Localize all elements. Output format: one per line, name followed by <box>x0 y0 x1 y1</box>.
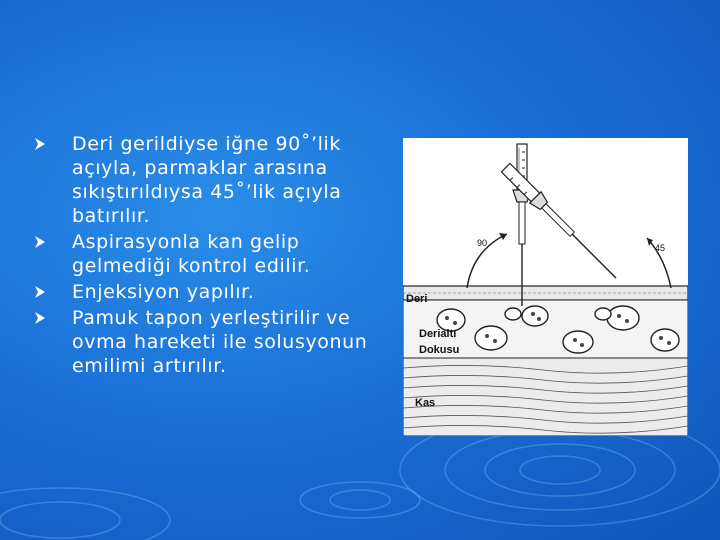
bullet-text: Pamuk tapon yerleştirilir ve ovma hareketi ile solusyonun emilimi artırılır. <box>72 307 368 377</box>
bullet-item <box>60 280 390 304</box>
bullet-list <box>60 132 390 380</box>
arrow-bullet-icon <box>33 230 47 254</box>
arrow-bullet-icon <box>33 132 47 156</box>
bullet-text: Enjeksiyon yapılır. <box>72 281 255 303</box>
bullet-item <box>60 132 390 228</box>
skin-label: Deri <box>406 293 428 305</box>
bullet-text: Aspirasyonla kan gelip gelmediği kontrol edilir. <box>72 231 311 277</box>
angle-label-45: 45 <box>655 243 666 253</box>
injection-diagram-svg <box>403 138 688 436</box>
muscle-label: Kas <box>415 397 436 409</box>
subcutaneous-label-line1: Derialtı <box>419 328 457 340</box>
arrow-bullet-icon <box>33 280 47 304</box>
bullet-text: Deri gerildiyse iğne 90˚’lik açıyla, parmaklar arasına sıkıştırıldıysa 45˚’lik açıyla batırılır. <box>72 133 342 227</box>
arrow-bullet-icon <box>33 306 47 330</box>
muscle-layer <box>403 358 688 436</box>
bullet-item <box>60 230 390 278</box>
subcutaneous-label-line2: Dokusu <box>419 344 460 356</box>
bullet-item <box>60 306 390 378</box>
injection-diagram <box>403 138 688 436</box>
angle-label-90: 90 <box>477 238 488 248</box>
